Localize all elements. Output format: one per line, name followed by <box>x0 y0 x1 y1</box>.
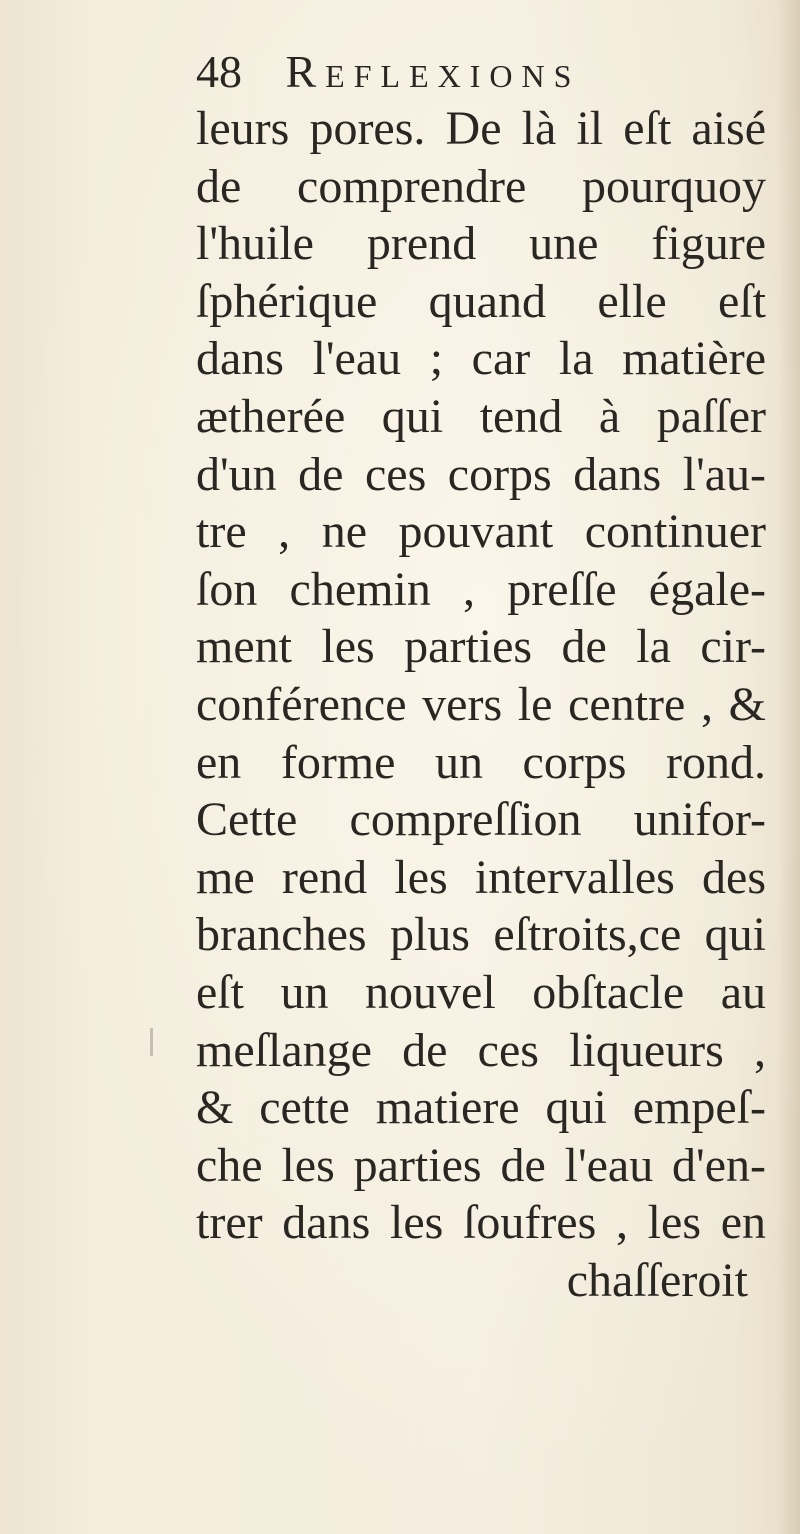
text-line: Cette compreſſion unifor- <box>196 793 766 847</box>
text-line: dans l'eau ; car la matière <box>196 332 766 386</box>
text-line: ſphérique quand elle eſt <box>196 274 766 328</box>
text-line: ment les parties de la cir- <box>196 620 766 674</box>
text-line: de comprendre pourquoy <box>196 159 766 213</box>
text-line: ſon chemin , preſſe égale- <box>196 562 766 616</box>
text-line: me rend les intervalles des <box>196 850 766 904</box>
text-line: d'un de ces corps dans l'au- <box>196 447 766 501</box>
text-line: tre , ne pouvant continuer <box>196 505 766 559</box>
running-head <box>196 44 756 100</box>
page-edge-shading <box>778 0 800 1534</box>
text-line: meſlange de ces liqueurs , <box>196 1023 766 1077</box>
ink-mark <box>150 1028 153 1056</box>
text-line: l'huile prend une figure <box>196 217 766 271</box>
text-line: eſt un nouvel obſtacle au <box>196 965 766 1019</box>
body-text <box>196 100 766 1390</box>
text-line: en forme un corps rond. <box>196 735 766 789</box>
page-number: 48 <box>196 46 242 97</box>
catchword: chaſſeroit <box>566 1253 748 1307</box>
running-title: Reflexions <box>285 46 581 97</box>
text-line: ætherée qui tend à paſſer <box>196 389 766 443</box>
text-line: trer dans les ſoufres , les en <box>196 1196 766 1250</box>
text-line: & cette matiere qui empeſ- <box>196 1081 766 1135</box>
text-line: leurs pores. De là il eſt aisé <box>196 102 766 155</box>
text-line: branches plus eſtroits,ce qui <box>196 908 766 962</box>
text-line: che les parties de l'eau d'en- <box>196 1138 766 1192</box>
text-line: conférence vers le centre , & <box>196 677 766 731</box>
